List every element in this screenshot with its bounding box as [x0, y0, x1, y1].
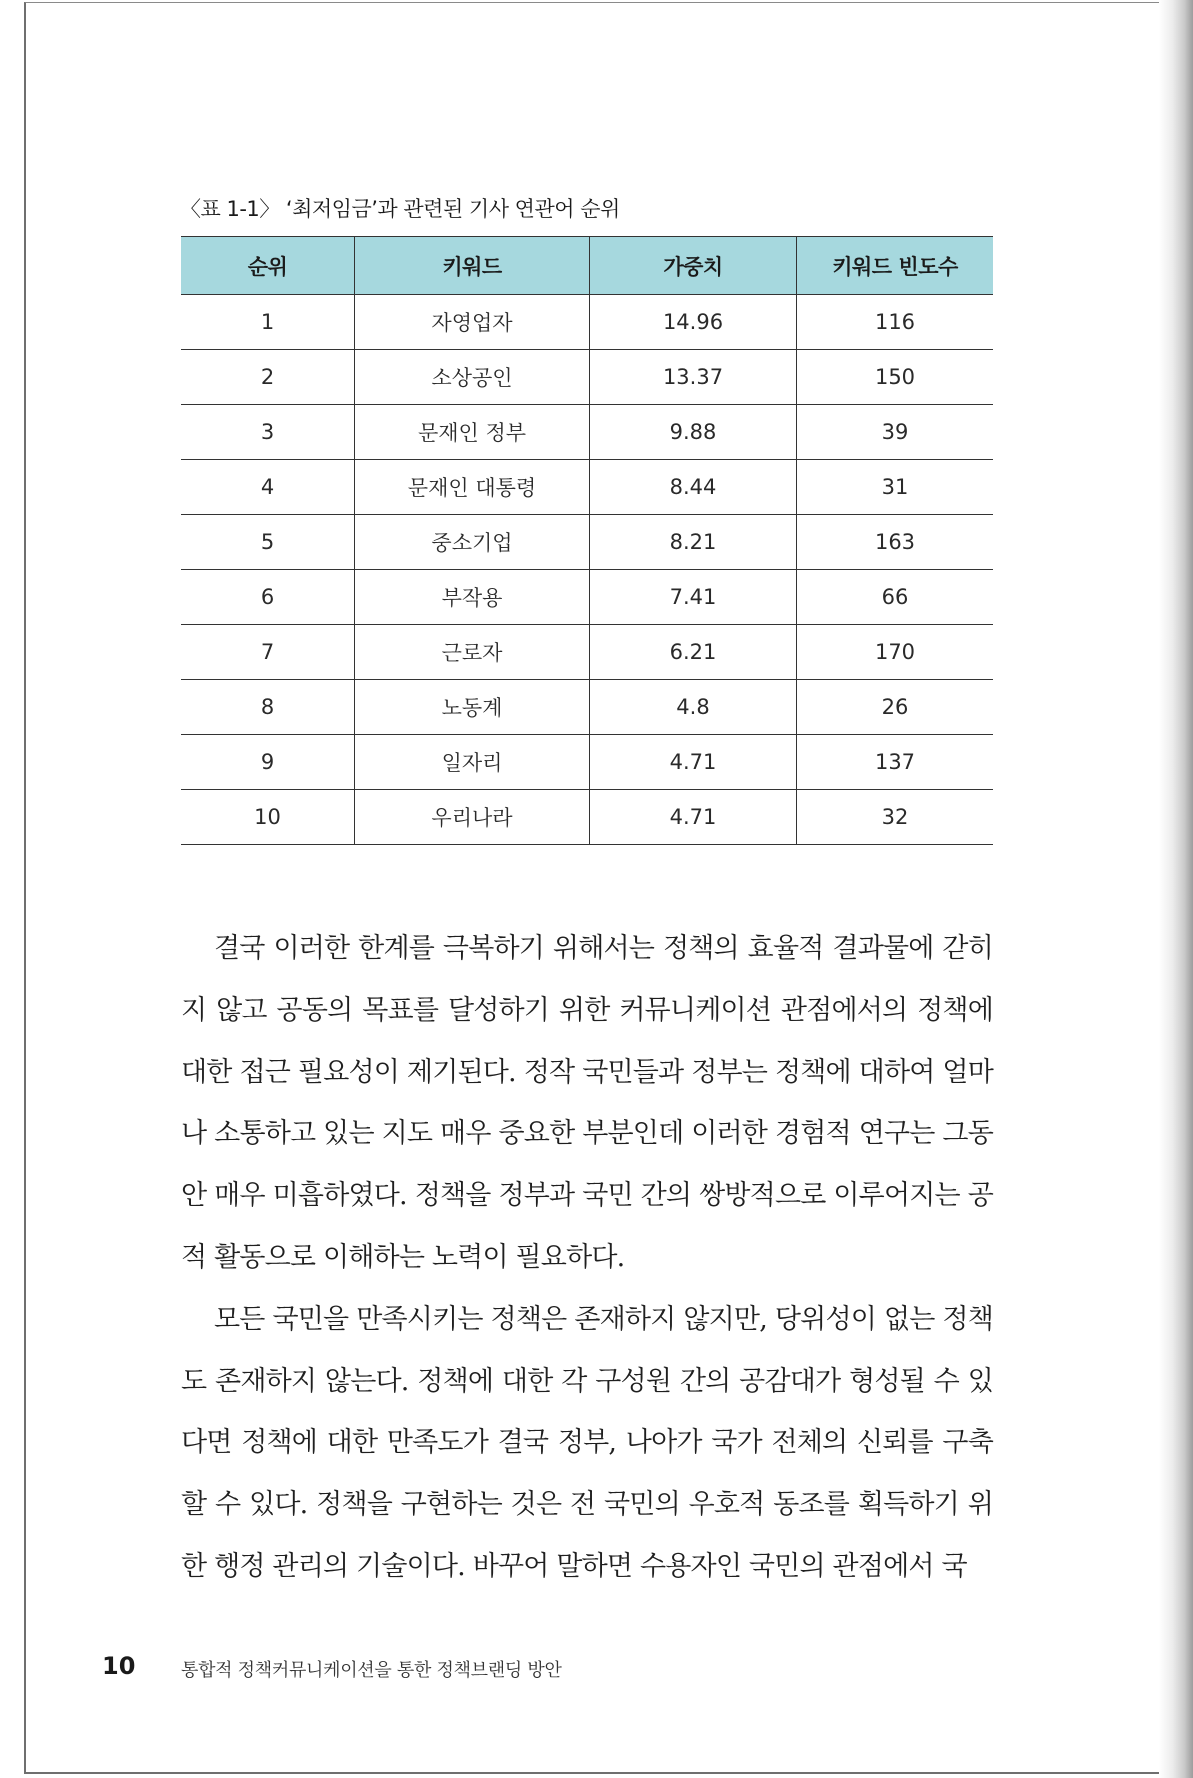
- header-weight: 가중치: [590, 237, 797, 295]
- paragraph: 결국 이러한 한계를 극복하기 위해서는 정책의 효율적 결과물에 갇히지 않고 공동의 목표를 달성하기 위한 커뮤니케이션 관점에서의 정책에 대한 접근 필요성이 제기된다. 정작 국민들과 정부는 정책에 대하여 얼마나 소통하고 있는 지도 매우 중요한 부분인데 이러한 경험적 연구는 그동안 매우 미흡하였다. 정책을 정부과 국민 간의 쌍방적으로 이루어지는 공적 활동으로 이해하는 노력이 필요하다.: [181, 933, 993, 1273]
- cell-keyword: 부작용: [355, 570, 590, 625]
- cell-weight: 6.21: [590, 625, 797, 680]
- table-caption: 〈표 1-1〉 ‘최저임금’과 관련된 기사 연관어 순위: [180, 197, 620, 221]
- table-row: [181, 515, 993, 570]
- cell-frequency: 39: [797, 405, 994, 460]
- cell-weight: 8.44: [590, 460, 797, 515]
- cell-weight: 8.21: [590, 515, 797, 570]
- cell-keyword: 문재인 대통령: [355, 460, 590, 515]
- cell-weight: 4.71: [590, 790, 797, 845]
- cell-keyword: 중소기업: [355, 515, 590, 570]
- table-row: [181, 680, 993, 735]
- cell-weight: 13.37: [590, 350, 797, 405]
- table-header-row: [181, 237, 993, 295]
- cell-weight: 7.41: [590, 570, 797, 625]
- cell-rank: 3: [181, 405, 355, 460]
- cell-rank: 8: [181, 680, 355, 735]
- cell-frequency: 163: [797, 515, 994, 570]
- cell-frequency: 26: [797, 680, 994, 735]
- cell-weight: 4.8: [590, 680, 797, 735]
- cell-keyword: 문재인 정부: [355, 405, 590, 460]
- table-row: [181, 405, 993, 460]
- header-frequency: 키워드 빈도수: [797, 237, 994, 295]
- table-row: [181, 790, 993, 845]
- cell-frequency: 66: [797, 570, 994, 625]
- keyword-rank-table: [181, 236, 993, 845]
- cell-keyword: 우리나라: [355, 790, 590, 845]
- cell-frequency: 116: [797, 295, 994, 350]
- running-title: 통합적 정책커뮤니케이션을 통한 정책브랜딩 방안: [181, 1660, 562, 1681]
- cell-frequency: 31: [797, 460, 994, 515]
- cell-rank: 4: [181, 460, 355, 515]
- cell-weight: 14.96: [590, 295, 797, 350]
- cell-rank: 6: [181, 570, 355, 625]
- cell-rank: 9: [181, 735, 355, 790]
- header-keyword: 키워드: [355, 237, 590, 295]
- cell-rank: 2: [181, 350, 355, 405]
- table-row: [181, 350, 993, 405]
- table-row: [181, 570, 993, 625]
- page-edge-shadow: [1159, 0, 1193, 1778]
- cell-weight: 9.88: [590, 405, 797, 460]
- cell-frequency: 137: [797, 735, 994, 790]
- cell-frequency: 32: [797, 790, 994, 845]
- cell-keyword: 일자리: [355, 735, 590, 790]
- cell-frequency: 170: [797, 625, 994, 680]
- cell-frequency: 150: [797, 350, 994, 405]
- cell-rank: 1: [181, 295, 355, 350]
- cell-keyword: 소상공인: [355, 350, 590, 405]
- table-row: [181, 625, 993, 680]
- cell-rank: 10: [181, 790, 355, 845]
- table-body: [181, 295, 993, 845]
- table-row: [181, 735, 993, 790]
- table-row: [181, 295, 993, 350]
- cell-keyword: 자영업자: [355, 295, 590, 350]
- page-number: 10: [102, 1652, 136, 1680]
- cell-rank: 7: [181, 625, 355, 680]
- paragraph: 모든 국민을 만족시키는 정책은 존재하지 않지만, 당위성이 없는 정책도 존재하지 않는다. 정책에 대한 각 구성원 간의 공감대가 형성될 수 있다면 정책에 대한 만족도가 결국 정부, 나아가 국가 전체의 신뢰를 구축할 수 있다. 정책을 구현하는 것은 전 국민의 우호적 동조를 획득하기 위한 행정 관리의 기술이다. 바꾸어 말하면 수용자인 국민의 관점에서 국: [181, 1303, 993, 1582]
- cell-weight: 4.71: [590, 735, 797, 790]
- table-row: [181, 460, 993, 515]
- cell-rank: 5: [181, 515, 355, 570]
- cell-keyword: 근로자: [355, 625, 590, 680]
- header-rank: 순위: [181, 237, 355, 295]
- cell-keyword: 노동계: [355, 680, 590, 735]
- body-text: [181, 918, 993, 1598]
